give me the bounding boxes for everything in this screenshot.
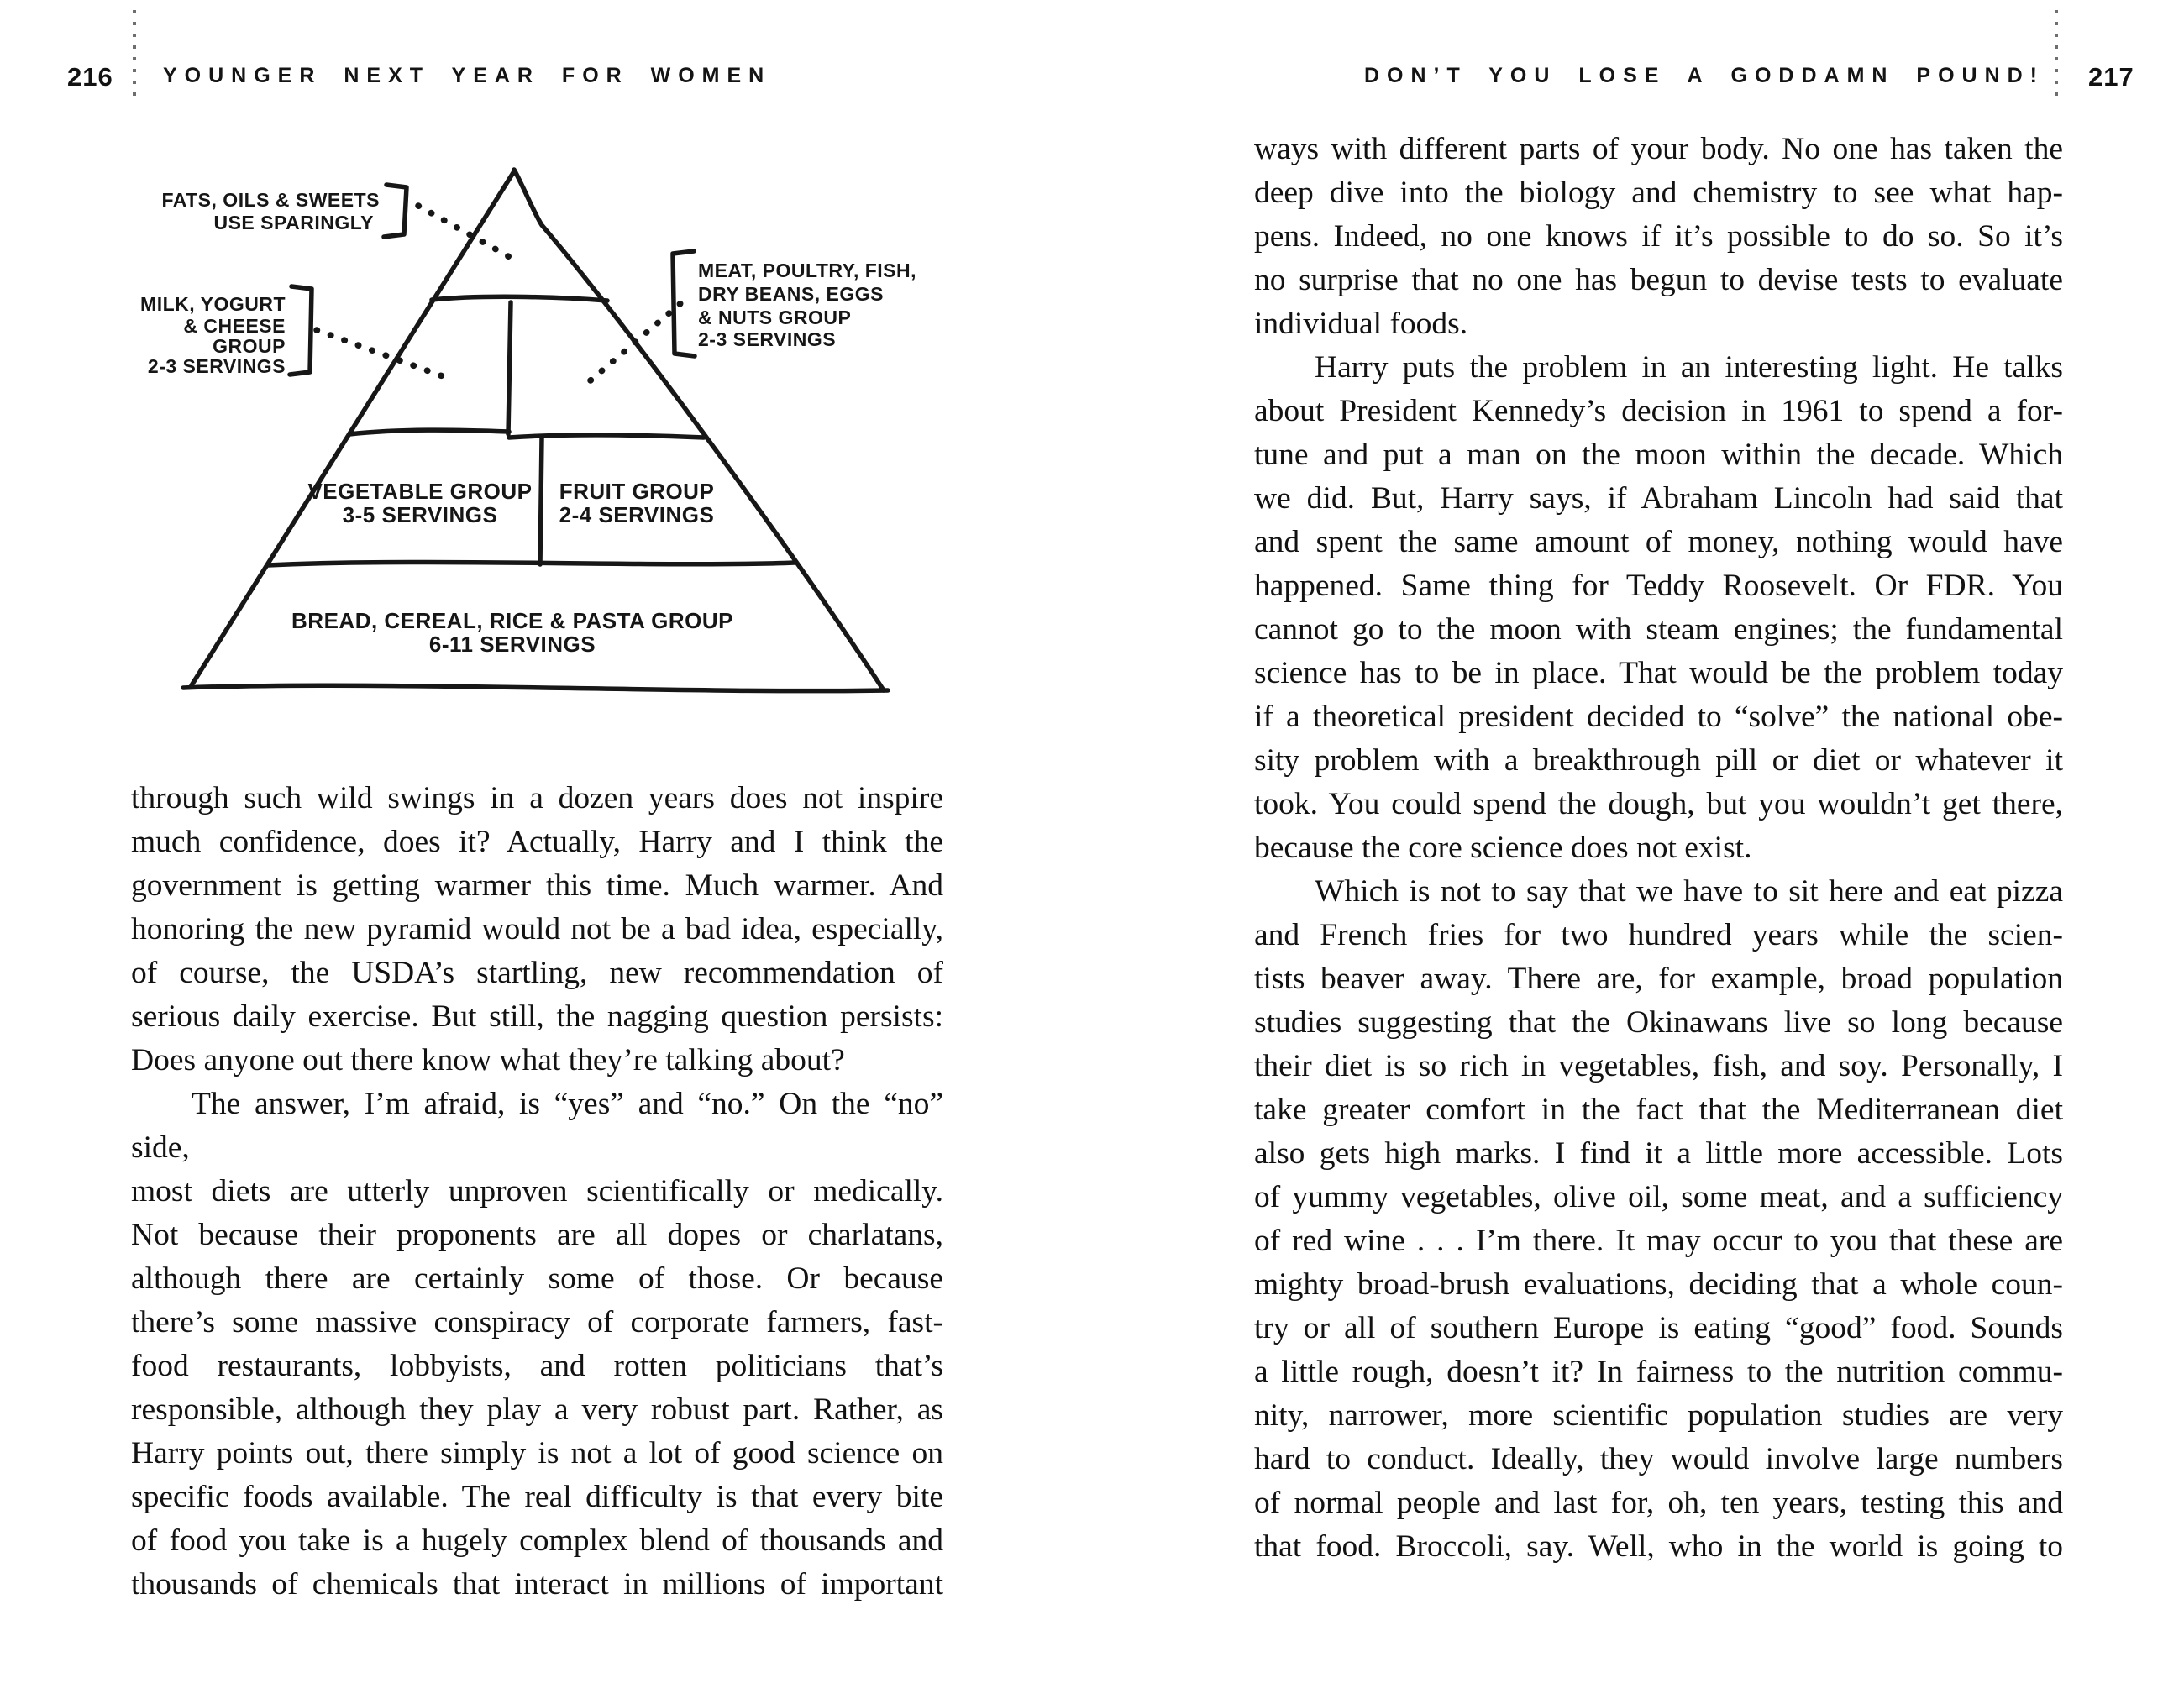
text-line: Does anyone out there know what they’re talking about? — [131, 1043, 845, 1077]
text-line: honoring the new pyramid would not be a bad idea, especially, — [131, 912, 943, 946]
text-line: a little rough, doesn’t it? In fairness to the nutrition commu- — [1254, 1355, 2063, 1389]
text-line: about President Kennedy’s decision in 1961 to spend a for- — [1254, 394, 2063, 428]
text-line: Harry points out, there simply is not a lot of good science on — [131, 1436, 943, 1471]
text-line: their diet is so rich in vegetables, fish, and soy. Personally, I — [1254, 1049, 2063, 1083]
label-milk-line4: 2-3 SERVINGS — [147, 355, 286, 377]
label-meat-line3: & NUTS GROUP — [698, 307, 852, 328]
divider-level3 — [268, 563, 795, 565]
text-line: specific foods available. The real difficulty is that every bite — [131, 1480, 943, 1514]
text-line: of food you take is a hugely complex blend of thousands and — [131, 1523, 943, 1558]
label-milk-line2: & CHEESE — [183, 315, 286, 337]
label-meat-line4: 2-3 SERVINGS — [698, 328, 837, 350]
text-line: also gets high marks. I find it a little more accessible. Lots — [1254, 1136, 2063, 1171]
divider-level1 — [432, 296, 607, 301]
food-pyramid-figure — [84, 151, 974, 722]
text-line: ways with different parts of your body. No one has taken the — [1254, 132, 2063, 166]
label-milk-line3: GROUP — [213, 335, 286, 357]
label-vegetable-line1: VEGETABLE GROUP — [307, 479, 533, 504]
running-head-left: YOUNGER NEXT YEAR FOR WOMEN — [163, 64, 772, 87]
label-fats-line1: FATS, OILS & SWEETS — [161, 189, 380, 211]
text-line: serious daily exercise. But still, the nagging question persists: — [131, 999, 943, 1034]
label-fruit-line2: 2-4 SERVINGS — [559, 502, 715, 527]
text-line: sity problem with a breakthrough pill or diet or whatever it — [1254, 743, 2063, 778]
header-dotted-rule-right — [2055, 10, 2058, 97]
body-text-right — [1254, 128, 2063, 1569]
label-bread-line2: 6-11 SERVINGS — [428, 632, 596, 657]
text-line: Which is not to say that we have to sit here and eat pizza — [1315, 874, 2063, 909]
dotted-leader-meat — [591, 301, 684, 380]
text-line: we did. But, Harry says, if Abraham Lincoln had said that — [1254, 481, 2063, 516]
text-line: of yummy vegetables, olive oil, some meat, and a sufficiency — [1254, 1180, 2063, 1214]
divider-vertical-level2 — [508, 302, 511, 434]
text-line: because the core science does not exist. — [1254, 831, 1752, 865]
label-fats-line2: USE SPARINGLY — [213, 212, 374, 233]
text-line: cannot go to the moon with steam engines; the fundamental — [1254, 612, 2063, 647]
text-line: no surprise that no one has begun to devise tests to evaluate — [1254, 263, 2063, 297]
text-line: of normal people and last for, oh, ten years, testing this and — [1254, 1486, 2063, 1520]
text-line: of course, the USDA’s startling, new recommendation of — [131, 956, 943, 990]
divider-vertical-level3 — [540, 438, 542, 564]
label-fruit-line1: FRUIT GROUP — [559, 479, 715, 504]
bracket-fats — [384, 185, 407, 237]
text-line: much confidence, does it? Actually, Harry and I think the — [131, 825, 943, 859]
divider-level2-left — [349, 430, 509, 434]
text-line: try or all of southern Europe is eating “good” food. Sounds — [1254, 1311, 2063, 1345]
text-line: Harry puts the problem in an interesting light. He talks — [1315, 350, 2063, 385]
text-line: took. You could spend the dough, but you wouldn’t get there, — [1254, 787, 2063, 821]
body-text-left — [131, 777, 943, 1607]
text-line: nity, narrower, more scientific population studies are very — [1254, 1398, 2063, 1433]
page-number-left: 216 — [67, 62, 113, 92]
text-line: food restaurants, lobbyists, and rotten politicians that’s — [131, 1349, 943, 1383]
text-line: although there are certainly some of those. Or because — [131, 1261, 943, 1296]
text-line: deep dive into the biology and chemistry to see what hap- — [1254, 176, 2063, 210]
text-line: tists beaver away. There are, for example, broad population — [1254, 962, 2063, 996]
text-line: happened. Same thing for Teddy Roosevelt. Or FDR. You — [1254, 569, 2063, 603]
page-number-right: 217 — [2088, 62, 2134, 92]
text-line: most diets are utterly unproven scientifically or medically. — [131, 1174, 943, 1209]
dotted-leader-milk — [317, 330, 443, 376]
page-right — [1092, 0, 2184, 1704]
running-head-right: DON’T YOU LOSE A GODDAMN POUND! — [1363, 64, 2045, 87]
bracket-meat — [673, 251, 695, 356]
text-line: take greater comfort in the fact that the Mediterranean diet — [1254, 1093, 2063, 1127]
pyramid-inner-labels — [291, 479, 733, 657]
text-line: government is getting warmer this time. Much warmer. And — [131, 868, 943, 903]
divider-level2-right — [509, 435, 704, 438]
pyramid-side-labels — [140, 189, 916, 377]
text-line: thousands of chemicals that interact in millions of important — [131, 1567, 943, 1602]
text-line: there’s some massive conspiracy of corporate farmers, fast- — [131, 1305, 943, 1340]
text-line: science has to be in place. That would be the problem today — [1254, 656, 2063, 690]
text-line: of red wine . . . I’m there. It may occur to you that these are — [1254, 1224, 2063, 1258]
text-line: and spent the same amount of money, nothing would have — [1254, 525, 2063, 559]
header-dotted-rule-left — [133, 10, 136, 97]
text-line: The answer, I’m afraid, is “yes” and “no.” On the “no” side, — [131, 1087, 943, 1165]
text-line: if a theoretical president decided to “solve” the national obe- — [1254, 700, 2063, 734]
label-bread-line1: BREAD, CEREAL, RICE & PASTA GROUP — [291, 608, 733, 633]
text-line: that food. Broccoli, say. Well, who in the world is going to — [1254, 1529, 2063, 1564]
label-milk-line1: MILK, YOGURT — [140, 293, 286, 315]
label-meat-line2: DRY BEANS, EGGS — [698, 283, 884, 305]
text-line: through such wild swings in a dozen years does not inspire — [131, 781, 943, 815]
label-meat-line1: MEAT, POULTRY, FISH, — [698, 260, 917, 281]
text-line: individual foods. — [1254, 307, 1468, 341]
text-line: pens. Indeed, no one knows if it’s possible to do so. So it’s — [1254, 219, 2063, 254]
text-line: hard to conduct. Ideally, they would involve large numbers — [1254, 1442, 2063, 1476]
text-line: mighty broad-brush evaluations, deciding that a whole coun- — [1254, 1267, 2063, 1302]
text-line: studies suggesting that the Okinawans live so long because — [1254, 1005, 2063, 1040]
text-line: responsible, although they play a very robust part. Rather, as — [131, 1392, 943, 1427]
text-line: tune and put a man on the moon within the decade. Which — [1254, 438, 2063, 472]
text-line: Not because their proponents are all dopes or charlatans, — [131, 1218, 943, 1252]
label-vegetable-line2: 3-5 SERVINGS — [342, 502, 498, 527]
text-line: and French fries for two hundred years while the scien- — [1254, 918, 2063, 952]
bracket-milk — [290, 286, 312, 375]
